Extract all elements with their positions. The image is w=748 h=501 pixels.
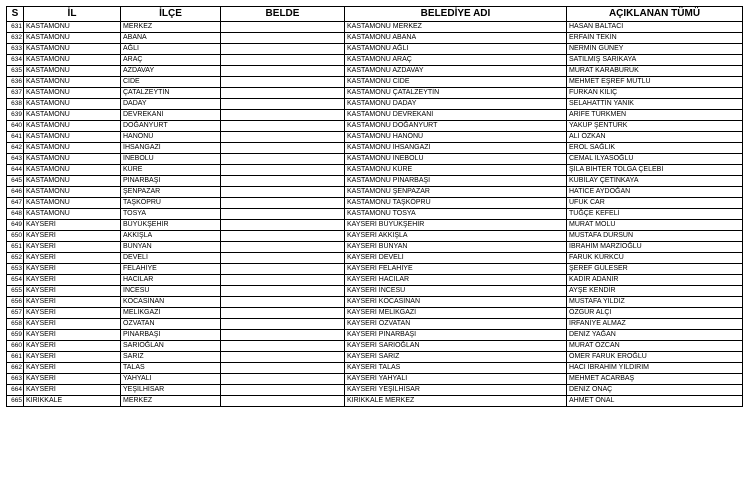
cell-s: 660 — [7, 341, 24, 352]
cell-aciklanan-tumu: ERFAİN TEKİN — [567, 33, 743, 44]
cell-belediye-adi: KAYSERİ ÖZVATAN — [345, 319, 567, 330]
cell-belediye-adi: KAYSERİ MELİKGAZİ — [345, 308, 567, 319]
cell-ilce: KOCASİNAN — [121, 297, 221, 308]
cell-aciklanan-tumu: MURAT ÖZCAN — [567, 341, 743, 352]
cell-ilce: ÖZVATAN — [121, 319, 221, 330]
cell-aciklanan-tumu: HACI İBRAHİM YILDIRIM — [567, 363, 743, 374]
cell-aciklanan-tumu: YAKUP ŞENTÜRK — [567, 121, 743, 132]
table-row — [7, 330, 743, 341]
table-row — [7, 319, 743, 330]
table-row — [7, 264, 743, 275]
header-il: İL — [24, 7, 121, 22]
table-row — [7, 231, 743, 242]
cell-belde — [221, 66, 345, 77]
cell-il: KASTAMONU — [24, 165, 121, 176]
table-row — [7, 154, 743, 165]
cell-ilce: DADAY — [121, 99, 221, 110]
table-row — [7, 352, 743, 363]
cell-s: 659 — [7, 330, 24, 341]
cell-belde — [221, 286, 345, 297]
cell-s: 665 — [7, 396, 24, 407]
cell-ilce: ÇATALZEYTİN — [121, 88, 221, 99]
cell-s: 646 — [7, 187, 24, 198]
cell-aciklanan-tumu: KADİR ADANIR — [567, 275, 743, 286]
cell-aciklanan-tumu: EROL SAĞLIK — [567, 143, 743, 154]
cell-il: KAYSERİ — [24, 341, 121, 352]
cell-ilce: PINARBAŞI — [121, 176, 221, 187]
cell-belediye-adi: KASTAMONU ARAÇ — [345, 55, 567, 66]
cell-belde — [221, 55, 345, 66]
cell-il: KASTAMONU — [24, 22, 121, 33]
cell-ilce: TOSYA — [121, 209, 221, 220]
cell-belde — [221, 231, 345, 242]
table-row — [7, 110, 743, 121]
table-row — [7, 308, 743, 319]
cell-s: 658 — [7, 319, 24, 330]
cell-ilce: KÜRE — [121, 165, 221, 176]
cell-belediye-adi: KASTAMONU KÜRE — [345, 165, 567, 176]
cell-il: KASTAMONU — [24, 55, 121, 66]
cell-s: 644 — [7, 165, 24, 176]
cell-ilce: ABANA — [121, 33, 221, 44]
table-row — [7, 176, 743, 187]
cell-ilce: HANÖNÜ — [121, 132, 221, 143]
cell-aciklanan-tumu: MEHMET ACARBAŞ — [567, 374, 743, 385]
cell-il: KAYSERİ — [24, 363, 121, 374]
cell-il: KASTAMONU — [24, 66, 121, 77]
cell-s: 632 — [7, 33, 24, 44]
cell-aciklanan-tumu: ÖMER FARUK EROĞLU — [567, 352, 743, 363]
header-belde: BELDE — [221, 7, 345, 22]
cell-belediye-adi: KAYSERİ AKKIŞLA — [345, 231, 567, 242]
cell-aciklanan-tumu: İRFANİYE ALMAZ — [567, 319, 743, 330]
cell-belde — [221, 308, 345, 319]
cell-belde — [221, 385, 345, 396]
cell-aciklanan-tumu: MURAT MOLU — [567, 220, 743, 231]
cell-belde — [221, 33, 345, 44]
cell-ilce: BÜYÜKŞEHİR — [121, 220, 221, 231]
cell-ilce: İHSANGAZİ — [121, 143, 221, 154]
cell-belde — [221, 132, 345, 143]
cell-belde — [221, 275, 345, 286]
cell-s: 650 — [7, 231, 24, 242]
header-ilce: İLÇE — [121, 7, 221, 22]
cell-s: 631 — [7, 22, 24, 33]
table-row — [7, 341, 743, 352]
cell-belde — [221, 396, 345, 407]
cell-aciklanan-tumu: DENİZ YAĞAN — [567, 330, 743, 341]
cell-belde — [221, 99, 345, 110]
cell-s: 653 — [7, 264, 24, 275]
cell-belediye-adi: KAYSERİ YAHYALI — [345, 374, 567, 385]
table-row — [7, 33, 743, 44]
cell-ilce: MELİKGAZİ — [121, 308, 221, 319]
cell-belde — [221, 44, 345, 55]
cell-s: 649 — [7, 220, 24, 231]
cell-aciklanan-tumu: MUSTAFA YILDIZ — [567, 297, 743, 308]
cell-s: 651 — [7, 242, 24, 253]
cell-aciklanan-tumu: TUĞÇE KEFELİ — [567, 209, 743, 220]
cell-belde — [221, 220, 345, 231]
cell-aciklanan-tumu: SELAHATTİN YANIK — [567, 99, 743, 110]
cell-s: 636 — [7, 77, 24, 88]
cell-belde — [221, 154, 345, 165]
cell-s: 656 — [7, 297, 24, 308]
cell-ilce: BÜNYAN — [121, 242, 221, 253]
cell-belde — [221, 352, 345, 363]
cell-il: KASTAMONU — [24, 88, 121, 99]
cell-belde — [221, 187, 345, 198]
cell-belediye-adi: KAYSERİ BÜNYAN — [345, 242, 567, 253]
cell-ilce: AZDAVAY — [121, 66, 221, 77]
cell-aciklanan-tumu: ARİFE TÜRKMEN — [567, 110, 743, 121]
cell-aciklanan-tumu: FARUK KÜRKCÜ — [567, 253, 743, 264]
cell-il: KASTAMONU — [24, 143, 121, 154]
cell-s: 640 — [7, 121, 24, 132]
cell-belde — [221, 198, 345, 209]
cell-s: 647 — [7, 198, 24, 209]
cell-belediye-adi: KAYSERİ SARIOĞLAN — [345, 341, 567, 352]
table-row — [7, 297, 743, 308]
cell-aciklanan-tumu: MEHMET EŞREF MUTLU — [567, 77, 743, 88]
cell-il: KAYSERİ — [24, 319, 121, 330]
cell-il: KASTAMONU — [24, 121, 121, 132]
cell-belde — [221, 242, 345, 253]
cell-ilce: HACILAR — [121, 275, 221, 286]
table-row — [7, 66, 743, 77]
cell-belde — [221, 143, 345, 154]
cell-belediye-adi: KAYSERİ İNCESU — [345, 286, 567, 297]
cell-il: KASTAMONU — [24, 187, 121, 198]
cell-belediye-adi: KAYSERİ FELAHİYE — [345, 264, 567, 275]
cell-ilce: TALAS — [121, 363, 221, 374]
cell-il: KAYSERİ — [24, 385, 121, 396]
cell-belediye-adi: KAYSERİ DEVELİ — [345, 253, 567, 264]
cell-ilce: MERKEZ — [121, 22, 221, 33]
cell-belde — [221, 330, 345, 341]
cell-il: KAYSERİ — [24, 286, 121, 297]
table-row — [7, 374, 743, 385]
cell-belediye-adi: KASTAMONU ŞENPAZAR — [345, 187, 567, 198]
table-row — [7, 253, 743, 264]
cell-belediye-adi: KAYSERİ TALAS — [345, 363, 567, 374]
cell-ilce: YAHYALI — [121, 374, 221, 385]
cell-s: 654 — [7, 275, 24, 286]
cell-belde — [221, 110, 345, 121]
cell-s: 637 — [7, 88, 24, 99]
cell-aciklanan-tumu: ŞİLA BİHTER TOLGA ÇELEBİ — [567, 165, 743, 176]
cell-aciklanan-tumu: DENİZ ONAÇ — [567, 385, 743, 396]
cell-s: 641 — [7, 132, 24, 143]
cell-aciklanan-tumu: AYŞE KENDİR — [567, 286, 743, 297]
cell-s: 639 — [7, 110, 24, 121]
cell-belde — [221, 121, 345, 132]
cell-il: KAYSERİ — [24, 330, 121, 341]
cell-belediye-adi: KASTAMONU HANÖNÜ — [345, 132, 567, 143]
cell-belediye-adi: KASTAMONU ÇATALZEYTİN — [345, 88, 567, 99]
table-row — [7, 396, 743, 407]
cell-aciklanan-tumu: SATILMIŞ SARIKAYA — [567, 55, 743, 66]
cell-belediye-adi: KAYSERİ SARIZ — [345, 352, 567, 363]
cell-belde — [221, 253, 345, 264]
cell-belde — [221, 341, 345, 352]
cell-s: 645 — [7, 176, 24, 187]
cell-il: KAYSERİ — [24, 275, 121, 286]
candidate-list-sheet — [6, 6, 742, 407]
cell-s: 643 — [7, 154, 24, 165]
cell-ilce: TAŞKÖPRÜ — [121, 198, 221, 209]
cell-ilce: İNCESU — [121, 286, 221, 297]
cell-s: 638 — [7, 99, 24, 110]
cell-il: KAYSERİ — [24, 253, 121, 264]
cell-il: KASTAMONU — [24, 209, 121, 220]
table-row — [7, 286, 743, 297]
cell-ilce: DEVREKANİ — [121, 110, 221, 121]
cell-s: 663 — [7, 374, 24, 385]
cell-il: KASTAMONU — [24, 44, 121, 55]
table-row — [7, 220, 743, 231]
cell-ilce: İNEBOLU — [121, 154, 221, 165]
candidate-table — [6, 6, 743, 407]
table-row — [7, 187, 743, 198]
cell-s: 657 — [7, 308, 24, 319]
header-belediye-adi: BELEDİYE ADI — [345, 7, 567, 22]
cell-aciklanan-tumu: ŞEREF GÜLESER — [567, 264, 743, 275]
cell-il: KAYSERİ — [24, 352, 121, 363]
cell-s: 662 — [7, 363, 24, 374]
table-row — [7, 55, 743, 66]
cell-belediye-adi: KASTAMONU ABANA — [345, 33, 567, 44]
cell-belediye-adi: KASTAMONU MERKEZ — [345, 22, 567, 33]
cell-belde — [221, 209, 345, 220]
cell-belediye-adi: KAYSERİ HACILAR — [345, 275, 567, 286]
cell-belediye-adi: KASTAMONU DEVREKANİ — [345, 110, 567, 121]
cell-belediye-adi: KASTAMONU TOSYA — [345, 209, 567, 220]
cell-s: 642 — [7, 143, 24, 154]
cell-il: KASTAMONU — [24, 198, 121, 209]
cell-ilce: SARIOĞLAN — [121, 341, 221, 352]
cell-belediye-adi: KASTAMONU İNEBOLU — [345, 154, 567, 165]
cell-belediye-adi: KASTAMONU CİDE — [345, 77, 567, 88]
cell-aciklanan-tumu: İBRAHİM MARZİOĞLU — [567, 242, 743, 253]
table-body — [7, 22, 743, 407]
table-row — [7, 22, 743, 33]
cell-aciklanan-tumu: MUSTAFA DURSUN — [567, 231, 743, 242]
cell-il: KASTAMONU — [24, 33, 121, 44]
cell-il: KAYSERİ — [24, 220, 121, 231]
header-s: S — [7, 7, 24, 22]
table-row — [7, 209, 743, 220]
cell-aciklanan-tumu: HASAN BALTACI — [567, 22, 743, 33]
cell-belde — [221, 297, 345, 308]
cell-s: 652 — [7, 253, 24, 264]
cell-ilce: MERKEZ — [121, 396, 221, 407]
cell-il: KASTAMONU — [24, 99, 121, 110]
table-row — [7, 44, 743, 55]
cell-aciklanan-tumu: FURKAN KILIÇ — [567, 88, 743, 99]
cell-belde — [221, 88, 345, 99]
cell-belediye-adi: KAYSERİ YEŞİLHİSAR — [345, 385, 567, 396]
cell-il: KASTAMONU — [24, 110, 121, 121]
cell-belediye-adi: KAYSERİ BÜYÜKŞEHİR — [345, 220, 567, 231]
cell-belde — [221, 176, 345, 187]
cell-s: 648 — [7, 209, 24, 220]
table-row — [7, 99, 743, 110]
cell-belde — [221, 319, 345, 330]
cell-ilce: PINARBAŞI — [121, 330, 221, 341]
table-row — [7, 143, 743, 154]
cell-il: KIRIKKALE — [24, 396, 121, 407]
cell-aciklanan-tumu: ÖZGÜR ALÇI — [567, 308, 743, 319]
cell-ilce: AKKIŞLA — [121, 231, 221, 242]
cell-aciklanan-tumu: UFUK CAR — [567, 198, 743, 209]
header-row — [7, 7, 743, 22]
table-row — [7, 121, 743, 132]
cell-belediye-adi: KASTAMONU PINARBAŞI — [345, 176, 567, 187]
cell-ilce: CİDE — [121, 77, 221, 88]
cell-aciklanan-tumu: ALİ ÖZKAN — [567, 132, 743, 143]
cell-il: KAYSERİ — [24, 297, 121, 308]
cell-belediye-adi: KAYSERİ PINARBAŞI — [345, 330, 567, 341]
cell-aciklanan-tumu: AHMET ÖNAL — [567, 396, 743, 407]
cell-ilce: SARIZ — [121, 352, 221, 363]
cell-belediye-adi: KAYSERİ KOCASİNAN — [345, 297, 567, 308]
table-row — [7, 242, 743, 253]
table-row — [7, 385, 743, 396]
cell-s: 661 — [7, 352, 24, 363]
cell-il: KAYSERİ — [24, 264, 121, 275]
cell-ilce: DOĞANYURT — [121, 121, 221, 132]
cell-il: KAYSERİ — [24, 374, 121, 385]
cell-aciklanan-tumu: CEMAL İLYASOĞLU — [567, 154, 743, 165]
cell-aciklanan-tumu: HATİCE AYDOĞAN — [567, 187, 743, 198]
cell-ilce: ŞENPAZAR — [121, 187, 221, 198]
cell-s: 634 — [7, 55, 24, 66]
table-row — [7, 363, 743, 374]
table-row — [7, 275, 743, 286]
table-header — [7, 7, 743, 22]
cell-belediye-adi: KASTAMONU İHSANGAZİ — [345, 143, 567, 154]
cell-belde — [221, 165, 345, 176]
cell-belediye-adi: KASTAMONU AZDAVAY — [345, 66, 567, 77]
cell-s: 655 — [7, 286, 24, 297]
cell-aciklanan-tumu: MURAT KARABURUK — [567, 66, 743, 77]
cell-aciklanan-tumu: KUBİLAY ÇETİNKAYA — [567, 176, 743, 187]
cell-il: KASTAMONU — [24, 77, 121, 88]
cell-il: KASTAMONU — [24, 132, 121, 143]
cell-belediye-adi: KASTAMONU AĞLI — [345, 44, 567, 55]
table-row — [7, 88, 743, 99]
cell-belediye-adi: KASTAMONU DADAY — [345, 99, 567, 110]
cell-belde — [221, 77, 345, 88]
cell-belediye-adi: KIRIKKALE MERKEZ — [345, 396, 567, 407]
cell-ilce: FELAHİYE — [121, 264, 221, 275]
cell-belde — [221, 264, 345, 275]
cell-belde — [221, 374, 345, 385]
cell-ilce: DEVELİ — [121, 253, 221, 264]
cell-il: KAYSERİ — [24, 242, 121, 253]
table-row — [7, 198, 743, 209]
cell-ilce: YEŞİLHİSAR — [121, 385, 221, 396]
cell-s: 635 — [7, 66, 24, 77]
cell-belediye-adi: KASTAMONU TAŞKÖPRÜ — [345, 198, 567, 209]
header-aciklanan-tumu: AÇIKLANAN TÜMÜ — [567, 7, 743, 22]
cell-il: KASTAMONU — [24, 154, 121, 165]
cell-s: 664 — [7, 385, 24, 396]
cell-belde — [221, 363, 345, 374]
table-row — [7, 132, 743, 143]
cell-il: KAYSERİ — [24, 231, 121, 242]
cell-belediye-adi: KASTAMONU DOĞANYURT — [345, 121, 567, 132]
cell-aciklanan-tumu: NERMİN GÜNEY — [567, 44, 743, 55]
table-row — [7, 77, 743, 88]
cell-ilce: ARAÇ — [121, 55, 221, 66]
cell-il: KAYSERİ — [24, 308, 121, 319]
cell-il: KASTAMONU — [24, 176, 121, 187]
cell-belde — [221, 22, 345, 33]
cell-ilce: AĞLI — [121, 44, 221, 55]
table-row — [7, 165, 743, 176]
cell-s: 633 — [7, 44, 24, 55]
